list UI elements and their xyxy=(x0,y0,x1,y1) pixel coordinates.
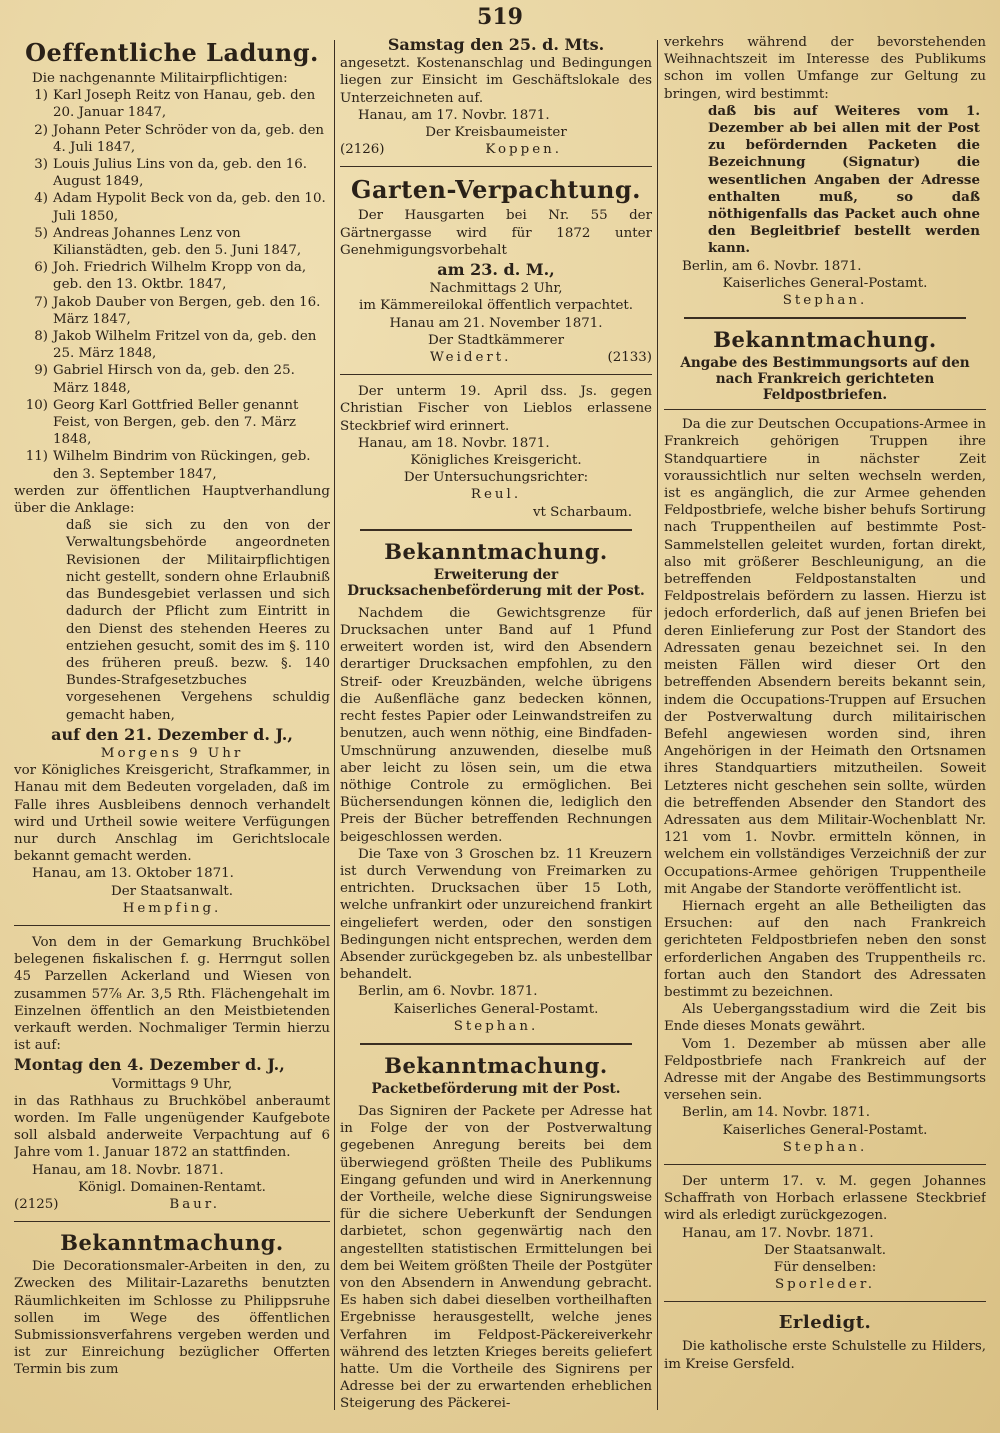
notice-paragraph: Die Taxe von 3 Groschen bz. 11 Kreuzern ist durch Verwendung von Freimarken zu entrichten. Drucksachen über 15 Loth, welche unfrankirt oder unzureichend frankirt eingeliefert werden, oder den sonstigen Bedingungen nicht entsprechen, werden dem Absender zurückgegeben bz. als unbestellbar behandelt. xyxy=(340,846,652,983)
list-number: 11) xyxy=(25,449,48,465)
kreisbau-notice xyxy=(340,36,652,158)
notice-title: Bekanntmachung. xyxy=(713,327,937,353)
list-item xyxy=(14,259,330,293)
list-item xyxy=(14,362,330,396)
list-item xyxy=(14,87,330,121)
authority: Der Staatsanwalt. xyxy=(110,883,234,899)
verpachtung-date: Montag den 4. Dezember d. J., xyxy=(14,1055,285,1075)
garten-notice xyxy=(340,175,652,366)
signature-row xyxy=(340,349,652,366)
list-number: 8) xyxy=(34,329,48,345)
authority: Kaiserliches General-Postamt. xyxy=(393,1001,599,1017)
list-item xyxy=(14,328,330,362)
list-number: 9) xyxy=(34,363,48,379)
notice-text: Die katholische erste Schulstelle zu Hilders, im Kreise Gersfeld. xyxy=(664,1339,986,1372)
verpachtung-text: Von dem in der Gemarkung Bruchköbel belegenen fiskalischen f. g. Herrngut sollen 45 Parzellen Ackerland und Wiesen von zusammen 57⅞ Ar. 3,5 Rth. Flächengehalt im Einzelnen öffentlich an den Meistbietenden verkauft werden. Nochmaliger Termin hierzu ist auf: xyxy=(14,934,330,1054)
place-date: Hanau, am 17. Novbr. 1871. xyxy=(358,107,550,123)
notice-date: Samstag den 25. d. Mts. xyxy=(387,35,605,54)
place-date: Berlin, am 14. Novbr. 1871. xyxy=(682,1105,871,1121)
list-item xyxy=(14,225,330,259)
notice-text: Das Signiren der Packete per Adresse hat in Folge der von der Postverwaltung gegebenen Anregung bereits bei dem überwiegend größten Theile des Publikums Eingang gefunden und wird in Anerkennung der Vortheile, welche diese Signirungsweise für die sichere Ueberkunft der Sendungen darbietet, schon gegenwärtig nach den angestellten statistischen Ermittelungen bei dem bei Weitem größten Theile der Postgüter von den Absendern in Anwendung gebracht. Es haben sich dabei dieselben vortheilhaften Ergebnisse herausgestellt, welche jenes Verfahren im Feldpost-Päckereiverkehr während des letzten Krieges bereits geliefert hatte. Um die Vortheile des Signirens per Adresse bei der zu erwartenden erheblichen Steigerung des Päckerei- xyxy=(340,1103,652,1412)
notice-number: (2125) xyxy=(14,1197,59,1212)
verpachtung-notice xyxy=(14,934,330,1213)
list-text: Jakob Dauber von Bergen, geb. den 16. März 1847, xyxy=(53,294,321,327)
notice-subtitle: Packetbeförderung mit der Post. xyxy=(371,1080,621,1097)
signature: Sporleder. xyxy=(774,1277,876,1293)
packet-notice-continued xyxy=(664,34,986,309)
list-item xyxy=(14,190,330,224)
notice-subtitle: Angabe des Bestimmungsorts auf den nach Frankreich gerichteten Feldpostbriefen. xyxy=(680,355,970,404)
ladung-intro: Die nachgenannte Militairpflichtigen: xyxy=(32,71,288,86)
signature: Koppen. xyxy=(485,142,562,158)
ladung-date: auf den 21. Dezember d. J., xyxy=(51,724,293,744)
authority: Der Kreisbaumeister xyxy=(425,125,567,141)
notice-paragraph: Nachdem die Gewichtsgrenze für Drucksachen unter Band auf 1 Pfund erweitert worden ist, wird den Absendern derartiger Drucksachen empfohlen, zu den Streif- oder Kreuzbänden, welche übrigens die Außenfläche ganz bedecken können, recht festes Papier oder Leinwandstreifen zu benutzen, auch wenn nöthig, eine Bindfaden-Umschnürung anzuwenden, dieselbe muß aber leicht zu lösen sein, um die etwa nöthige Controle zu ermöglichen. Bei Büchersendungen können die, lediglich den Preis der Bücher betreffenden Rechnungen beigeschlossen werden. xyxy=(340,605,652,845)
signature: Stephan. xyxy=(782,293,868,309)
place-date: Hanau, am 17. Novbr. 1871. xyxy=(682,1225,874,1241)
garten-date: am 23. d. M., xyxy=(437,260,555,280)
notice-number: (2133) xyxy=(607,350,652,366)
notice-title: Bekanntmachung. xyxy=(384,538,608,564)
list-text: Gabriel Hirsch von da, geb. den 25. März 1848, xyxy=(53,363,295,396)
list-text: Andreas Johannes Lenz von Kilianstädten, geb. den 5. Juni 1847, xyxy=(53,225,302,259)
divider xyxy=(664,1164,986,1165)
steckbrief-text: Der unterm 19. April dss. Js. gegen Christian Fischer von Lieblos erlassene Steckbrief wird erinnert. xyxy=(340,384,652,434)
place-date: Hanau, am 13. Oktober 1871. xyxy=(32,866,234,882)
notice-title: Erledigt. xyxy=(778,1312,872,1334)
list-text: Adam Hypolit Beck von da, geb. den 10. Juli 1850, xyxy=(53,191,326,224)
divider xyxy=(340,166,652,167)
list-text: Jakob Wilhelm Fritzel von da, geb. den 25. März 1848, xyxy=(53,329,317,362)
list-item xyxy=(14,448,330,482)
notice-paragraph: Als Uebergangsstadium wird die Zeit bis Ende dieses Monats gewährt. xyxy=(664,1002,986,1035)
notice-paragraph: Hiernach ergeht an alle Betheiligten das Ersuchen: auf den nach Frankreich gerichteten Feldpostbriefen neben den sonst erforderlichen Angaben des Truppentheils rc. fortan auch den Standort des Adressaten bestimmt zu bezeichnen. xyxy=(664,898,986,1000)
ladung-summons: werden zur öffentlichen Hauptverhandlung über die Anklage: xyxy=(14,483,330,517)
list-text: Louis Julius Lins von da, geb. den 16. August 1849, xyxy=(53,157,308,190)
column-3 xyxy=(664,34,986,1424)
list-number: 6) xyxy=(34,260,48,276)
ladung-charge: daß sie sich zu den von der Verwaltungsbehörde angeordneten Revisionen der Militairpflichtigen nicht gestellt, sondern ohne Erlaubniß das Bundesgebiet verlassen und sich dadurch der Pflicht zum Eintritt in den Dienst des stehenden Heeres zu entziehen gesucht, somit des im §. 110 des früheren preuß. bezw. §. 140 Bundes-Strafgesetzbuches vorgesehenen Vergehens schuldig gemacht haben, xyxy=(66,518,330,723)
garten-time: Nachmittags 2 Uhr, xyxy=(429,281,563,297)
ladung-time: Morgens 9 Uhr xyxy=(100,745,244,761)
column-2 xyxy=(340,34,652,1424)
notice-text: Die Decorationsmaler-Arbeiten in den, zu Zwecken des Militair-Lazareths benutzten Räumlichkeiten im Schlosse zu Philippsruhe sollen im Wege des öffentlichen Submissionsverfahrens vergeben werden und ist zur Einreichung bezüglicher Offerten Termin bis zum xyxy=(14,1259,330,1378)
judge: Der Untersuchungsrichter: xyxy=(403,470,589,486)
authority: Der Stadtkämmerer xyxy=(428,332,564,348)
feldpost-notice xyxy=(664,327,986,1156)
verpachtung-body: in das Rathhaus zu Bruchköbel anberaumt worden. Im Falle ungenügender Kaufgebote soll alsbald anderweite Verpachtung auf 6 Jahre vom 1. Januar 1872 an stattfinden. xyxy=(14,1093,330,1161)
notice-title: Bekanntmachung. xyxy=(384,1052,608,1078)
list-number: 1) xyxy=(34,88,48,104)
list-number: 10) xyxy=(25,397,48,413)
notice-text: angesetzt. Kostenanschlag und Bedingungen liegen zur Einsicht im Geschäftslokale des Unterzeichneten auf. xyxy=(340,56,652,106)
authority: Kaiserliches General-Postamt. xyxy=(722,1122,928,1138)
signature: Hempfing. xyxy=(122,900,222,916)
notice-paragraph: Vom 1. Dezember ab müssen aber alle Feldpostbriefe nach Frankreich auf der Adresse mit der Angabe des Bestimmungsorts versehen sein. xyxy=(664,1036,986,1104)
signature: Reul. xyxy=(470,487,522,503)
list-number: 4) xyxy=(34,191,48,207)
list-item xyxy=(14,156,330,190)
divider xyxy=(340,374,652,375)
list-number: 2) xyxy=(34,122,48,138)
authority: Der Staatsanwalt. xyxy=(763,1242,887,1258)
packet-notice xyxy=(340,1053,652,1413)
divider xyxy=(664,409,986,410)
notice-text: verkehrs während der bevorstehenden Weihnachtszeit im Interesse des Publikums schon im vollen Umfange zur Geltung zu bringen, wird bestimmt: xyxy=(664,35,986,102)
list-text: Karl Joseph Reitz von Hanau, geb. den 20. Januar 1847, xyxy=(53,88,316,121)
steckbrief-text: Der unterm 17. v. M. gegen Johannes Schaffrath von Horbach erlassene Steckbrief wird als erledigt zurückgezogen. xyxy=(664,1173,986,1224)
decoration-notice xyxy=(14,1230,330,1378)
signature-row xyxy=(340,141,652,158)
court: Königliches Kreisgericht. xyxy=(410,453,582,469)
authority: Kaiserliches General-Postamt. xyxy=(722,275,928,291)
notice-rule: daß bis auf Weiteres vom 1. Dezember ab bei allen mit der Post zu befördernden Packeten die Bezeichnung (Signatur) die wesentlichen Angaben der Adresse enthalten muß, so daß nöthigenfalls das Packet auch ohne den Begleitbrief bestellt werden kann. xyxy=(708,102,980,257)
authority: Königl. Domainen-Rentamt. xyxy=(78,1179,266,1195)
signature-row xyxy=(14,1196,330,1213)
erledigt-notice xyxy=(664,1310,986,1372)
list-number: 7) xyxy=(34,294,48,310)
list-item xyxy=(14,294,330,328)
list-text: Georg Karl Gottfried Beller genannt Feist, von Bergen, geb. den 7. März 1848, xyxy=(53,397,299,448)
steckbrief-notice xyxy=(340,383,652,521)
notice-paragraph: Da die zur Deutschen Occupations-Armee in Frankreich gehörigen Truppen ihre Standquartiere in nächster Zeit voraussichtlich nur selten wechseln werden, ist es angänglich, die zur Armee gehenden Feldpostbriefe, welche bisher behufs Sortirung nach Truppentheilen auf bestimmte Post-Sammelstellen geleitet wurden, fortan direkt, also mit größerer Beschleunigung, an die betreffenden Feldpostanstalten und Feldpostrelais befördern zu lassen. Hierzu ist jedoch erforderlich, daß auf jenen Briefen bei deren Einlieferung zur Post der Standort des Adressaten genau bezeichnet sei. In den meisten Fällen wird dieser Ort den betreffenden Absendern bereits bekannt sein, indem die Occupations-Truppen auf Ersuchen der Postverwaltung durch militairischen Befehl angewiesen worden sind, ihren Angehörigen in der Heimath den Ortsnamen ihres Standquartiers mitzutheilen. Soweit Letzteres nicht geschehen sein sollte, würden die betreffenden Absender den Standort des Adressaten aus dem Militair-Wochenblatt Nr. 121 vom 1. Novbr. ermitteln können, in welchem ein vollständiges Verzeichniß der zur Occupations-Armee gehörigen Truppentheile mit Angabe der Standorte veröffentlicht ist. xyxy=(664,417,986,897)
divider xyxy=(14,1221,330,1222)
list-number: 3) xyxy=(34,157,48,173)
garten-title: Garten-Verpachtung. xyxy=(350,175,642,205)
garten-text: Der Hausgarten bei Nr. 55 der Gärtnergasse wird für 1872 unter Genehmigungsvorbehalt xyxy=(340,208,652,258)
garten-body: im Kämmereilokal öffentlich verpachtet. xyxy=(358,298,634,314)
notice-number: (2126) xyxy=(340,142,385,158)
place-date: Hanau, am 18. Novbr. 1871. xyxy=(32,1162,224,1178)
divider xyxy=(360,1043,632,1045)
column-divider xyxy=(334,40,335,1410)
on-behalf: Für denselben: xyxy=(773,1260,877,1275)
divider xyxy=(14,925,330,926)
list-item xyxy=(14,122,330,156)
place-date: Berlin, am 6. Novbr. 1871. xyxy=(682,258,862,274)
ladung-title: Oeffentliche Ladung. xyxy=(25,38,319,67)
list-number: 5) xyxy=(34,225,48,241)
place-date: Berlin, am 6. Novbr. 1871. xyxy=(358,984,538,1000)
column-1 xyxy=(14,34,330,1424)
signature: Baur. xyxy=(169,1197,220,1212)
divider xyxy=(360,529,632,531)
signature: Weidert. xyxy=(430,350,512,366)
signature-vt: vt Scharbaum. xyxy=(532,504,632,520)
place-date: Hanau, am 18. Novbr. 1871. xyxy=(358,435,550,451)
list-text: Joh. Friedrich Wilhelm Kropp von da, geb. den 13. Oktbr. 1847, xyxy=(53,260,307,293)
drucksachen-notice xyxy=(340,539,652,1035)
notice-title: Bekanntmachung. xyxy=(60,1230,284,1256)
list-item xyxy=(14,397,330,449)
list-text: Johann Peter Schröder von da, geb. den 4. Juli 1847, xyxy=(53,122,325,155)
divider xyxy=(684,317,966,319)
list-text: Wilhelm Bindrim von Rückingen, geb. den 3. September 1847, xyxy=(53,449,311,482)
notice-subtitle: Erweiterung der Drucksachenbeförderung mit der Post. xyxy=(347,566,645,599)
column-divider xyxy=(657,40,658,1410)
verpachtung-time: Vormittags 9 Uhr, xyxy=(111,1076,233,1092)
place-date: Hanau am 21. November 1871. xyxy=(389,315,603,331)
ladung-body: vor Königliches Kreisgericht, Strafkammer, in Hanau mit dem Bedeuten vorgeladen, daß im Falle ihres Ausbleibens dennoch verhandelt wird und Urtheil sowie weitere Verfügungen nur durch Anschlag im Gerichtslocale bekannt gemacht werden. xyxy=(14,763,330,865)
page-number: 519 xyxy=(477,4,523,30)
signature: Stephan. xyxy=(782,1139,868,1155)
ladung-notice xyxy=(14,38,330,917)
divider xyxy=(664,1301,986,1302)
steckbrief-notice xyxy=(664,1173,986,1293)
signature: Stephan. xyxy=(453,1018,539,1034)
